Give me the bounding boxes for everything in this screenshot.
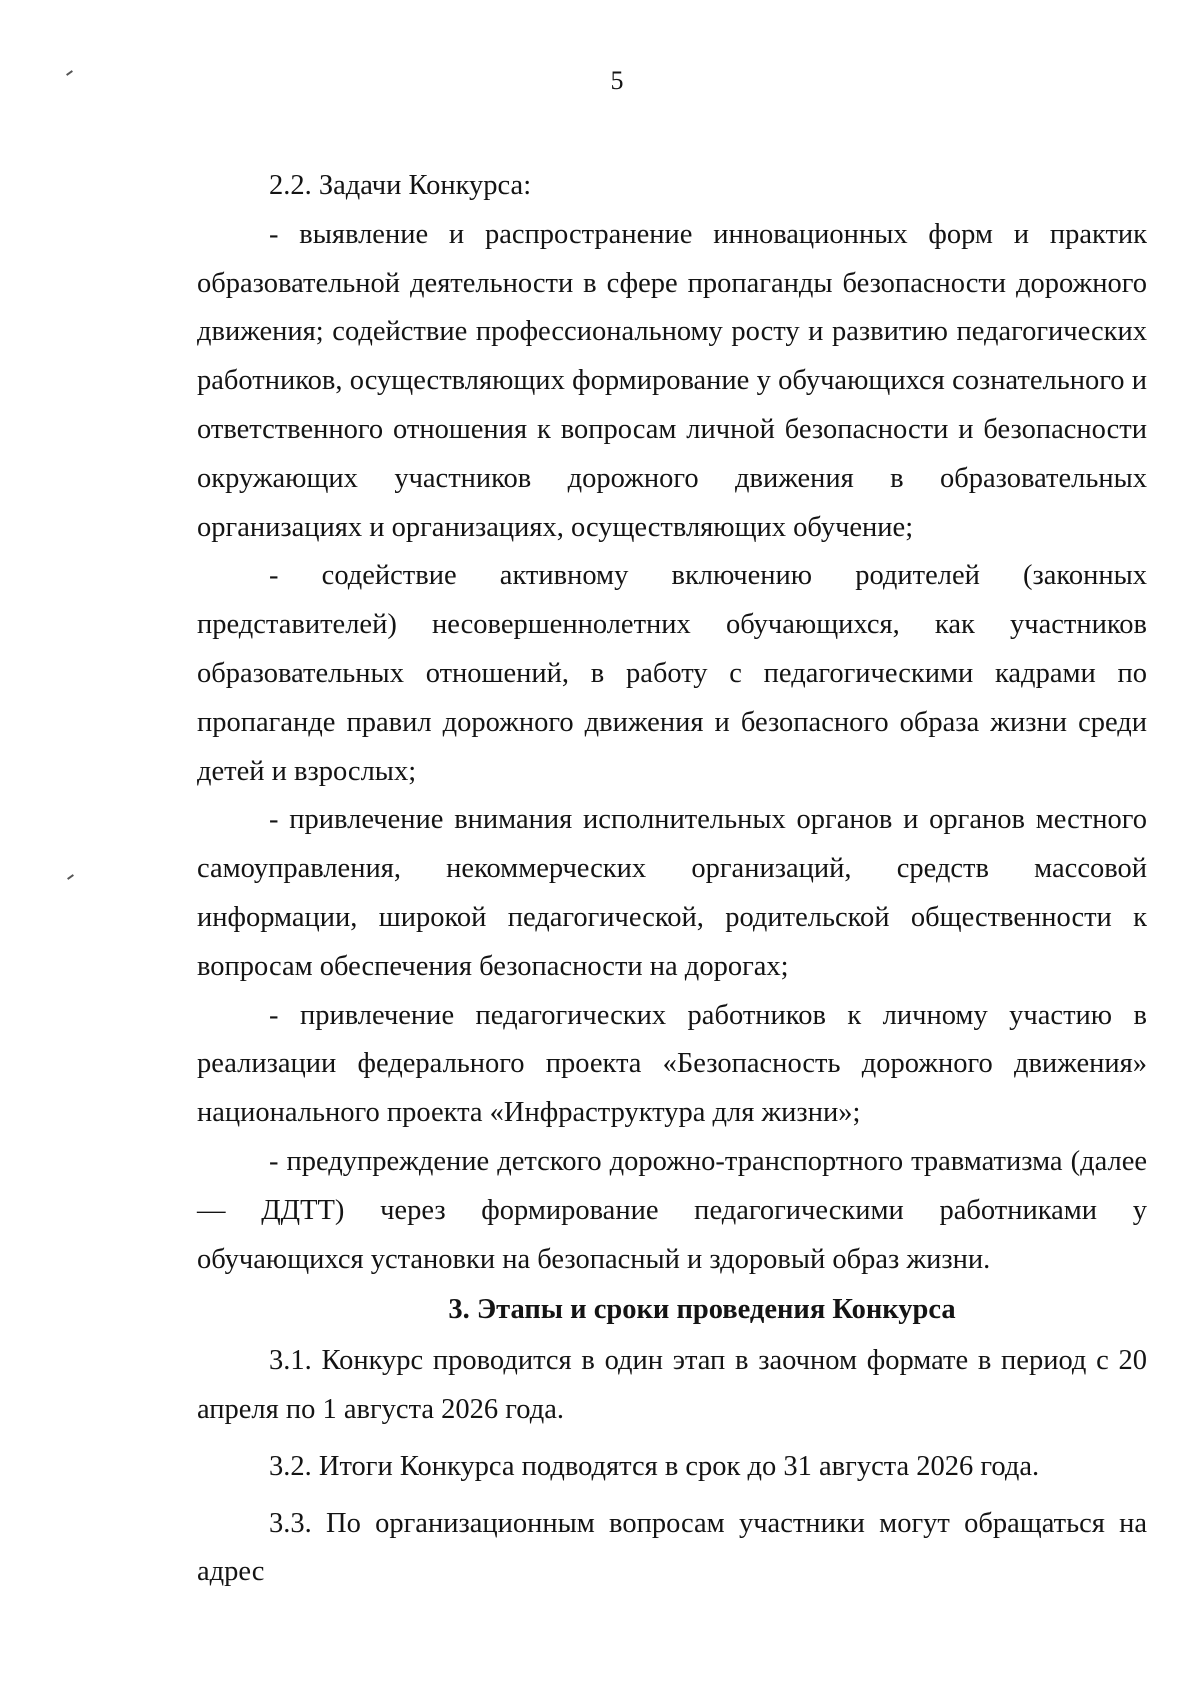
section-3-heading: 3. Этапы и сроки проведения Конкурса (448, 1294, 956, 1326)
paragraph-3-1: 3.1. Конкурс проводится в один этап в заочном формате в период с 20 апреля по 1 августа 2026 года. (197, 1345, 1147, 1425)
paragraph-task-4: - привлечение педагогических работников к личному участию в реализации федерального проекта «Безопасность дорожного движения» национального проекта «Инфраструктура для жизни»; (197, 999, 1147, 1129)
paragraph-task-1: - выявление и распространение инновационных форм и практик образовательной деятельности в сфере пропаганды безопасности дорожного движения; содействие профессиональному росту и развитию педагогических работников, осуществляющих формирование у обучающихся сознательного и ответственного отношения к вопросам личной безопасности и безопасности окружающих участников дорожного движения в образовательных организациях и организациях, осуществляющих обучение; (197, 218, 1147, 543)
document-body (197, 162, 1147, 1597)
paragraph-3-3: 3.3. По организационным вопросам участники могут обращаться на адрес (197, 1507, 1147, 1588)
page-number: 5 (610, 66, 624, 95)
paragraph-task-3: - привлечение внимания исполнительных органов и органов местного самоуправления, некоммерческих организаций, средств массовой информации, широкой педагогической, родительской общественности к вопросам обеспечения безопасности на дорогах; (197, 804, 1147, 982)
paragraph-task-5: - предупреждение детского дорожно-транспортного травматизма (далее — ДДТТ) через формирование педагогическими работниками у обучающихся установки на безопасный и здоровый образ жизни. (197, 1145, 1147, 1275)
scan-mark (67, 874, 74, 880)
section-2-2-title: 2.2. Задачи Конкурса: (269, 170, 532, 201)
paragraph-3-2: 3.2. Итоги Конкурса подводятся в срок до 31 августа 2026 года. (269, 1450, 1040, 1482)
paragraph-task-2: - содействие активному включению родителей (законных представителей) несовершеннолетних обучающихся, как участников образовательных отношений, в работу с педагогическими кадрами по пропаганде правил дорожного движения и безопасного образа жизни среди детей и взрослых; (197, 560, 1147, 787)
